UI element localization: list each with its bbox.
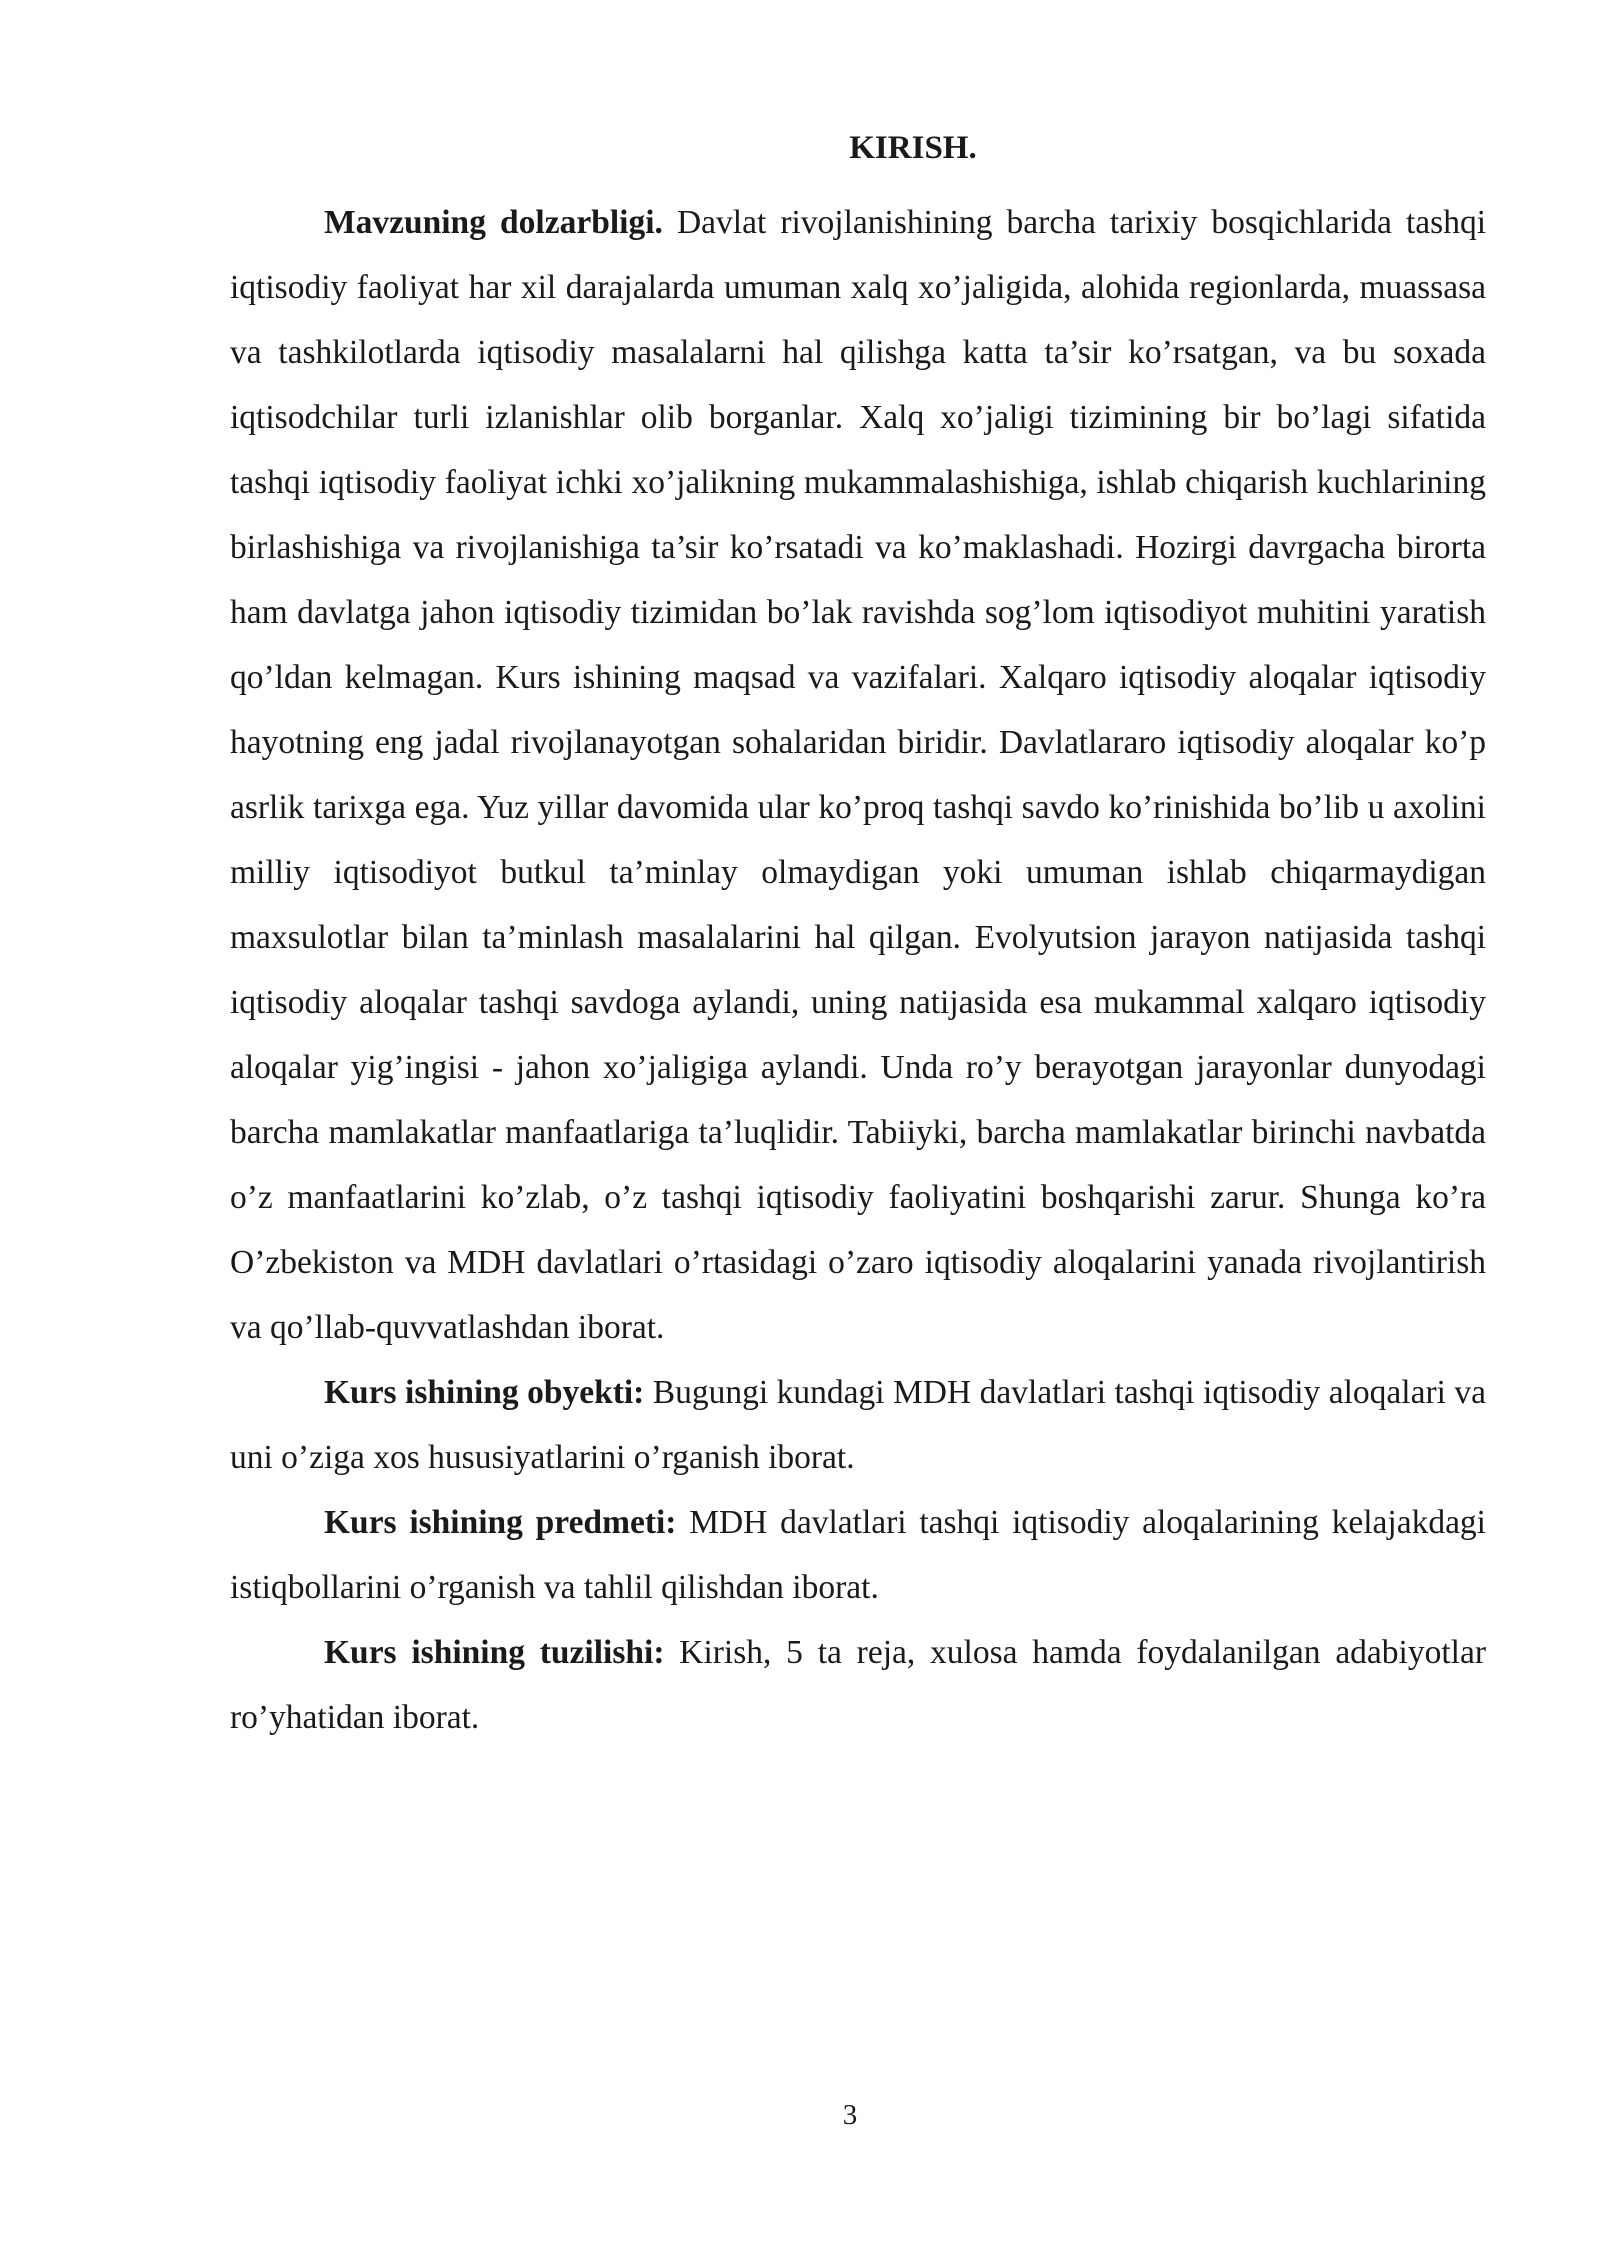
paragraph-heading: Mavzuning dolzarbligi. bbox=[324, 204, 663, 241]
paragraph-structure bbox=[230, 1620, 1486, 1750]
paragraph-heading: Kurs ishining predmeti: bbox=[324, 1504, 677, 1541]
paragraph-heading: Kurs ishining tuzilishi: bbox=[324, 1634, 665, 1671]
paragraph-text: Davlat rivojlanishining barcha tarixiy bosqichlarida tashqi iqtisodiy faoliyat har xil darajalarda umuman xalq xo’jaligida, alohida regionlarda, muassasa va tashkilotlarda iqtisodiy masalalarni hal qilishga katta ta’sir ko’rsatgan, va bu soxada iqtisodchilar turli izlanishlar olib borganlar. Xalq xo’jaligi tizimining bir bo’lagi sifatida tashqi iqtisodiy faoliyat ichki xo’jalikning mukammalashishiga, ishlab chiqarish kuchlarining birlashishiga va rivojlanishiga ta’sir ko’rsatadi va ko’maklashadi. Hozirgi davrgacha birorta ham davlatga jahon iqtisodiy tizimidan bo’lak ravishda sog’lom iqtisodiyot muhitini yaratish qo’ldan kelmagan. Kurs ishining maqsad va vazifalari. Xalqaro iqtisodiy aloqalar iqtisodiy hayotning eng jadal rivojlanayotgan sohalaridan biridir. Davlatlararo iqtisodiy aloqalar ko’p asrlik tarixga ega. Yuz yillar davomida ular ko’proq tashqi savdo ko’rinishida bo’lib u axolini milliy iqtisodiyot butkul ta’minlay olmaydigan yoki umuman ishlab chiqarmaydigan maxsulotlar bilan ta’minlash masalalarini hal qilgan. Evolyutsion jarayon natijasida tashqi iqtisodiy aloqalar tashqi savdoga aylandi, uning natijasida esa mukammal xalqaro iqtisodiy aloqalar yig’ingisi - jahon xo’jaligiga aylandi. Unda ro’y berayotgan jarayonlar dunyodagi barcha mamlakatlar manfaatlariga ta’luqlidir. Tabiiyki, barcha mamlakatlar birinchi navbatda o’z manfaatlarini ko’zlab, o’z tashqi iqtisodiy faoliyatini boshqarishi zarur. Shunga ko’ra O’zbekiston va MDH davlatlari o’rtasidagi o’zaro iqtisodiy aloqalarini yanada rivojlantirish va qo’llab-quvvatlashdan iborat. bbox=[230, 204, 1486, 1346]
paragraph-text: MDH davlatlari tashqi iqtisodiy aloqalarining kelajakdagi istiqbollarini o’rganish va tahlil qilishdan iborat. bbox=[230, 1504, 1486, 1606]
paragraph-object bbox=[230, 1360, 1486, 1490]
paragraph-text: Kirish, 5 ta reja, xulosa hamda foydalanilgan adabiyotlar ro’yhatidan iborat. bbox=[230, 1634, 1487, 1736]
paragraph-subject bbox=[230, 1490, 1486, 1620]
document-page bbox=[230, 128, 1486, 1750]
page-title: KIRISH. bbox=[849, 130, 977, 166]
paragraph-heading: Kurs ishining obyekti: bbox=[324, 1374, 645, 1411]
paragraph-relevance bbox=[230, 190, 1486, 1360]
paragraph-text: Bugungi kundagi MDH davlatlari tashqi iqtisodiy aloqalari va uni o’ziga xos hususiyatlarini o’rganish iborat. bbox=[230, 1374, 1486, 1476]
page-number: 3 bbox=[842, 2099, 858, 2131]
